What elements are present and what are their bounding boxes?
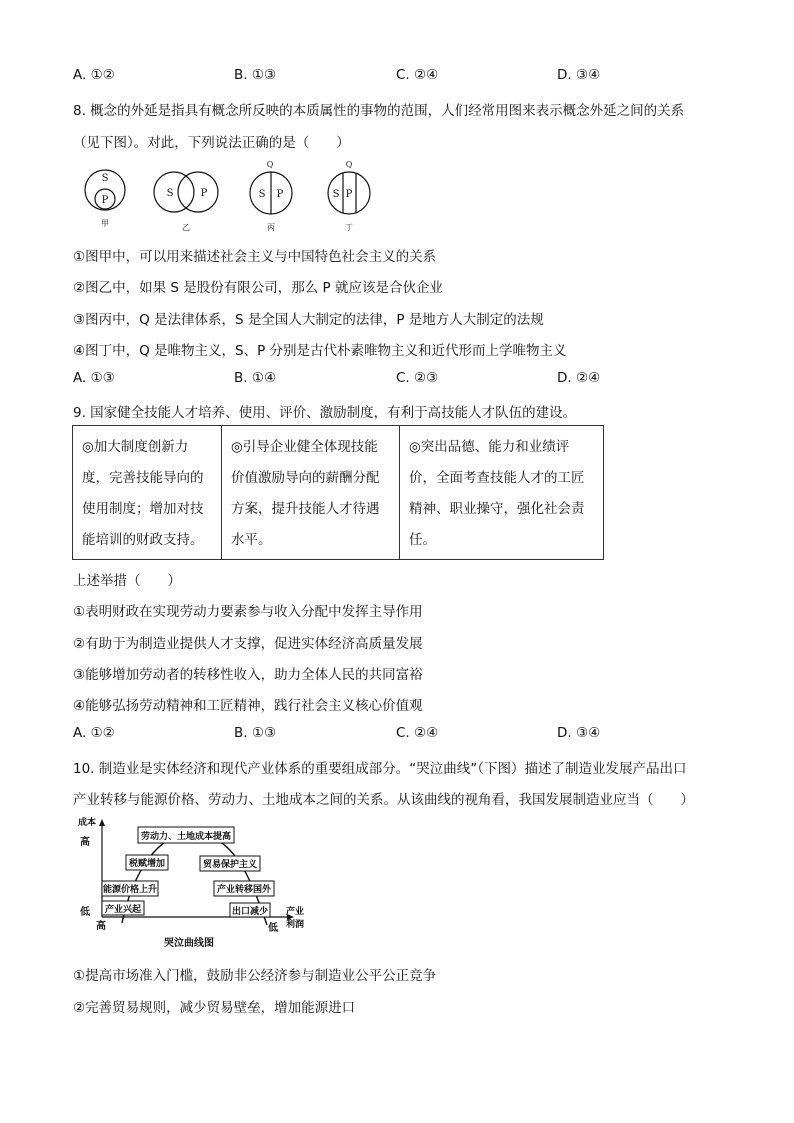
box-export-decrease: 出口减少 xyxy=(231,907,269,917)
x-axis-title-1: 产业 xyxy=(286,907,305,917)
venn-ding xyxy=(328,160,370,232)
venn-yi-right-label: P xyxy=(200,188,208,199)
box-trade-protectionism: 贸易保护主义 xyxy=(202,860,258,870)
q9-cell-2-line: ◎引导企业健全体现技能 xyxy=(231,439,378,455)
figure-caption: 哭泣曲线图 xyxy=(164,938,214,949)
q10-statement-2: ②完善贸易规则，减少贸易壁垒，增加能源进口 xyxy=(73,1000,356,1016)
q9-cell-2-line: 方案，提升技能人才待遇 xyxy=(231,501,380,517)
venn-bing-caption: 丙 xyxy=(267,223,275,232)
q7-option-d: D. ③④ xyxy=(557,67,601,83)
q9-cell-1-line: 使用制度；增加对技 xyxy=(82,501,204,517)
venn-ding-left-label: S xyxy=(332,189,340,200)
q9-cell-1-line: ◎加大制度创新力 xyxy=(82,439,189,455)
box-industry-transfer: 产业转移国外 xyxy=(216,885,272,895)
venn-jia xyxy=(85,170,125,228)
q9-cell-3-line: ◎突出品德、能力和业绩评 xyxy=(409,439,570,455)
q9-cell-1-line: 能培训的财政支持。 xyxy=(82,532,204,548)
q7-option-b: B. ①③ xyxy=(234,67,277,83)
q10-crying-curve-figure xyxy=(72,815,317,955)
venn-jia-outer-label: S xyxy=(101,173,109,184)
venn-yi-left-label: S xyxy=(166,188,174,199)
q10-stem-line2: 产业转移与能源价格、劳动力、土地成本之间的关系。从该曲线的视角看，我国发展制造业应当（ ） xyxy=(73,792,694,808)
q8-venn-diagrams xyxy=(70,157,380,237)
venn-bing xyxy=(250,160,292,232)
q8-option-d: D. ②④ xyxy=(557,370,601,386)
q9-statement-4: ④能够弘扬劳动精神和工匠精神，践行社会主义核心价值观 xyxy=(73,698,423,714)
venn-yi xyxy=(154,172,218,232)
q8-option-c: C. ②③ xyxy=(396,370,439,386)
q9-option-a: A. ①② xyxy=(73,725,115,741)
q8-statement-1: ①图甲中，可以用来描述社会主义与中国特色社会主义的关系 xyxy=(73,249,437,265)
q7-option-a: A. ①② xyxy=(73,67,115,83)
venn-ding-right-label: P xyxy=(345,189,353,200)
q8-statement-2: ②图乙中，如果 S 是股份有限公司，那么 P 就应该是合伙企业 xyxy=(73,280,443,296)
q9-cell-3 xyxy=(400,426,604,560)
q9-lead: 上述举措（ ） xyxy=(73,573,181,589)
x-axis-title-2: 利润 xyxy=(286,920,305,930)
venn-bing-right-label: P xyxy=(276,189,284,200)
q9-stem: 9. 国家健全技能人才培养、使用、评价、激励制度，有利于高技能人才队伍的建设。 xyxy=(73,405,577,421)
q8-statement-3: ③图丙中，Q 是法律体系，S 是全国人大制定的法律，P 是地方人大制定的法规 xyxy=(73,312,544,328)
q9-cell-3-line: 任。 xyxy=(409,532,436,548)
venn-bing-left-label: S xyxy=(258,189,266,200)
y-axis-title: 成本 xyxy=(78,818,97,828)
q7-option-c: C. ②④ xyxy=(396,67,439,83)
q9-cell-1 xyxy=(73,426,222,560)
x-axis-low: 低 xyxy=(268,923,278,934)
y-axis-high: 高 xyxy=(80,837,90,848)
q9-cell-3-line: 价，全面考查技能人才的工匠 xyxy=(409,470,585,486)
q9-option-b: B. ①③ xyxy=(234,725,277,741)
q9-cell-2 xyxy=(222,426,400,560)
q9-statement-2: ②有助于为制造业提供人才支撑，促进实体经济高质量发展 xyxy=(73,636,423,652)
venn-bing-top-label: Q xyxy=(266,160,274,169)
y-axis-low: 低 xyxy=(80,907,90,918)
q10-stem-line1: 10. 制造业是实体经济和现代产业体系的重要组成部分。“哭泣曲线”（下图）描述了制造业发展产品出口 xyxy=(73,761,687,777)
box-energy-price-rise: 能源价格上升 xyxy=(102,885,158,895)
q10-statement-1: ①提高市场准入门槛，鼓励非公经济参与制造业公平公正竞争 xyxy=(73,968,437,984)
box-labor-land-cost: 劳动力、土地成本提高 xyxy=(140,832,232,842)
q9-option-d: D. ③④ xyxy=(557,725,601,741)
q9-statement-3: ③能够增加劳动者的转移性收入，助力全体人民的共同富裕 xyxy=(73,667,423,683)
q8-stem-line2: （见下图）。对此，下列说法正确的是（ ） xyxy=(73,135,350,151)
q8-option-b: B. ①④ xyxy=(234,370,277,386)
x-axis-high: 高 xyxy=(96,921,106,932)
venn-jia-caption: 甲 xyxy=(101,219,109,228)
q9-statement-1: ①表明财政在实现劳动力要素参与收入分配中发挥主导作用 xyxy=(73,604,423,620)
venn-ding-top-label: Q xyxy=(345,160,353,169)
q8-option-a: A. ①③ xyxy=(73,370,115,386)
q9-cell-1-line: 度，完善技能导向的 xyxy=(82,470,204,486)
q9-measures-table xyxy=(72,425,604,560)
venn-ding-caption: 丁 xyxy=(345,223,353,232)
venn-jia-inner-label: P xyxy=(101,195,109,206)
q9-cell-3-line: 精神、职业操守，强化社会责 xyxy=(409,501,585,517)
venn-yi-caption: 乙 xyxy=(182,223,190,232)
q8-statement-4: ④图丁中，Q 是唯物主义，S、P 分别是古代朴素唯物主义和近代形而上学唯物主义 xyxy=(73,343,567,359)
q9-cell-2-line: 价值激励导向的薪酬分配 xyxy=(231,470,380,486)
q9-option-c: C. ②④ xyxy=(396,725,439,741)
q9-cell-2-line: 水平。 xyxy=(231,532,272,548)
box-tax-increase: 税赋增加 xyxy=(128,859,166,869)
box-industry-rise: 产业兴起 xyxy=(104,905,142,915)
q8-stem-line1: 8. 概念的外延是指具有概念所反映的本质属性的事物的范围，人们经常用图来表示概念外延之间的关系 xyxy=(73,103,685,119)
